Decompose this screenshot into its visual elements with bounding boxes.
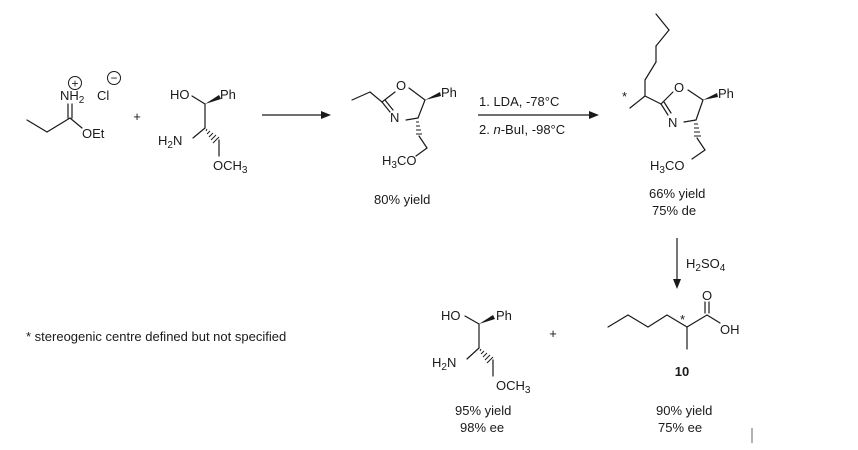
iminium-nh2: $NH_2$ bbox=[60, 88, 85, 106]
phenyl: Ph bbox=[441, 85, 457, 100]
imidate-salt bbox=[27, 71, 121, 141]
amine: $H_2N$ bbox=[432, 355, 457, 373]
ee-98: 98% ee bbox=[460, 420, 505, 435]
hydrolysis-arrow bbox=[673, 238, 726, 289]
reaction-arrow-1 bbox=[262, 111, 331, 119]
sulfuric-acid: $H_2SO_4$ bbox=[686, 256, 726, 274]
recovered-amino-alcohol bbox=[432, 308, 531, 435]
ring-nitrogen: N bbox=[668, 115, 678, 130]
plus-sign-2: + bbox=[549, 326, 557, 341]
hydroxyl: HO bbox=[170, 87, 190, 102]
compound-label: 10 bbox=[674, 364, 690, 379]
yield-95: 95% yield bbox=[455, 403, 512, 418]
phenyl: Ph bbox=[496, 308, 512, 323]
phenyl: Ph bbox=[220, 87, 236, 102]
yield-90: 90% yield bbox=[656, 403, 713, 418]
alkylated-oxazoline bbox=[622, 14, 734, 218]
yield-66: 66% yield bbox=[649, 186, 706, 201]
hydroxyl: HO bbox=[441, 308, 461, 323]
ee-75: 75% ee bbox=[658, 420, 703, 435]
yield-80: 80% yield bbox=[374, 192, 431, 207]
acid-product bbox=[608, 288, 740, 435]
stereocentre-star: * bbox=[680, 312, 686, 327]
minus-charge: − bbox=[110, 71, 118, 85]
ethoxy: OEt bbox=[82, 126, 105, 141]
ring-oxygen: O bbox=[674, 80, 685, 95]
methoxy: $H_3CO$ bbox=[382, 153, 417, 171]
oxazoline bbox=[352, 78, 457, 207]
hydroxyl: OH bbox=[720, 322, 740, 337]
footnote: * stereogenic centre defined but not specified bbox=[26, 329, 287, 344]
methoxy: $H_3CO$ bbox=[650, 158, 685, 176]
phenyl: Ph bbox=[718, 86, 734, 101]
amino-alcohol bbox=[158, 87, 248, 176]
plus-charge: + bbox=[71, 76, 79, 91]
stereocentre-star: * bbox=[622, 89, 628, 104]
plus-sign: + bbox=[133, 109, 141, 124]
methoxy: $OCH_3$ bbox=[496, 378, 531, 396]
conditions-step-1: 1. LDA, -78°C bbox=[479, 94, 560, 109]
ring-nitrogen: N bbox=[390, 110, 400, 125]
de-75: 75% de bbox=[652, 203, 697, 218]
ring-oxygen: O bbox=[396, 78, 407, 93]
reaction-arrow-2 bbox=[478, 94, 599, 137]
amine: $H_2N$ bbox=[158, 133, 183, 151]
conditions-step-2: 2. n-BuI, -98°C bbox=[479, 122, 566, 137]
methoxy: $OCH_3$ bbox=[213, 158, 248, 176]
carbonyl-oxygen: O bbox=[702, 288, 713, 303]
chloride: Cl bbox=[97, 88, 110, 103]
